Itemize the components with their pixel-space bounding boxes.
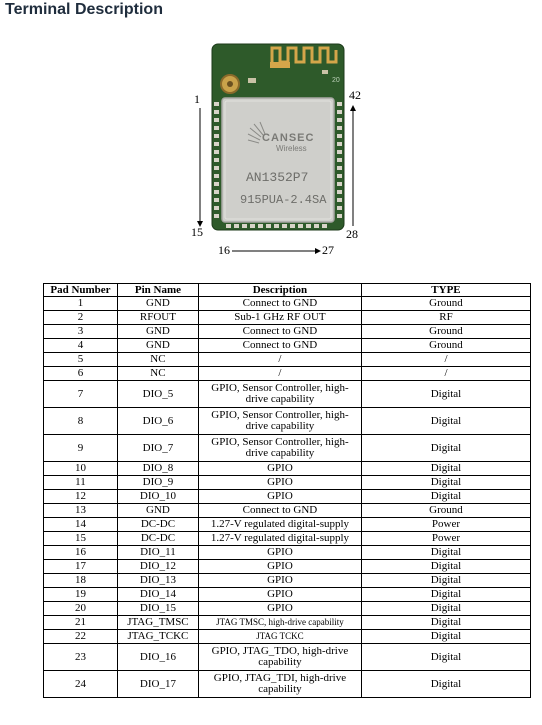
cell-pin-name: JTAG_TCKC (117, 630, 198, 644)
header-pad-number: Pad Number (44, 284, 118, 297)
description-line: Connect to GND (242, 325, 318, 337)
cell-description (198, 588, 361, 602)
cell-description (198, 462, 361, 476)
table-row (44, 476, 531, 490)
cell-pin-name: DIO_12 (117, 560, 198, 574)
pin-label-28: 28 (346, 227, 358, 241)
cell-type: Ground (361, 504, 530, 518)
cell-description (198, 408, 361, 435)
cell-pin-name: NC (117, 353, 198, 367)
cell-type: RF (361, 311, 530, 325)
description-line: GPIO (267, 574, 293, 586)
cell-type: Ground (361, 325, 530, 339)
table-row (44, 671, 531, 698)
cell-pin-name: GND (117, 504, 198, 518)
cell-pin-name: JTAG_TMSC (117, 616, 198, 630)
description-line: GPIO, Sensor Controller, high- (211, 436, 349, 448)
cell-type: / (361, 367, 530, 381)
cell-description (198, 297, 361, 311)
description-line: GPIO, JTAG_TDI, high-drive (213, 672, 347, 684)
cell-type: Power (361, 518, 530, 532)
cell-description (198, 435, 361, 462)
cell-type: Digital (361, 574, 530, 588)
cell-type: Digital (361, 462, 530, 476)
cell-type: Digital (361, 490, 530, 504)
pin-label-1: 1 (194, 92, 200, 106)
header-description: Description (198, 284, 361, 297)
description-line: capability (258, 656, 302, 668)
cell-pad-number: 19 (44, 588, 118, 602)
table-row (44, 462, 531, 476)
pin-table-body (44, 297, 531, 698)
table-row (44, 325, 531, 339)
table-row (44, 588, 531, 602)
pin-label-15: 15 (191, 225, 203, 239)
header-type: TYPE (361, 284, 530, 297)
description-line: GPIO, Sensor Controller, high- (211, 409, 349, 421)
cell-pad-number: 11 (44, 476, 118, 490)
cell-description (198, 518, 361, 532)
cell-pin-name: DIO_15 (117, 602, 198, 616)
cell-pin-name: DIO_14 (117, 588, 198, 602)
description-line: Sub-1 GHz RF OUT (234, 311, 326, 323)
cell-type: Power (361, 532, 530, 546)
module-brand: CANSEC (262, 132, 315, 144)
description-line: GPIO (267, 588, 293, 600)
description-line: / (278, 353, 282, 365)
cell-description (198, 546, 361, 560)
cell-pad-number: 7 (44, 381, 118, 408)
cell-type: Digital (361, 644, 530, 671)
cell-pad-number: 18 (44, 574, 118, 588)
cell-pin-name: DC-DC (117, 518, 198, 532)
cell-pad-number: 13 (44, 504, 118, 518)
cell-pad-number: 20 (44, 602, 118, 616)
cell-pin-name: RFOUT (117, 311, 198, 325)
description-line: GPIO (267, 602, 293, 614)
cell-description (198, 616, 361, 630)
description-line: GPIO (267, 546, 293, 558)
cell-pin-name: DIO_9 (117, 476, 198, 490)
cell-type: Digital (361, 381, 530, 408)
description-line: JTAG TCKC (256, 631, 304, 641)
cell-pad-number: 1 (44, 297, 118, 311)
description-line: / (278, 367, 282, 379)
cell-type: Digital (361, 616, 530, 630)
cell-pad-number: 12 (44, 490, 118, 504)
table-row (44, 616, 531, 630)
module-code: 915PUA-2.4SA (240, 193, 327, 207)
cell-description (198, 532, 361, 546)
cell-pin-name: DIO_8 (117, 462, 198, 476)
cell-description (198, 339, 361, 353)
description-line: GPIO (267, 560, 293, 572)
cell-pin-name: NC (117, 367, 198, 381)
cell-pin-name: DIO_7 (117, 435, 198, 462)
table-row (44, 381, 531, 408)
cell-pad-number: 8 (44, 408, 118, 435)
cell-type: Digital (361, 546, 530, 560)
cell-type: / (361, 353, 530, 367)
cell-description (198, 630, 361, 644)
description-line: GPIO (267, 476, 293, 488)
description-line: drive capability (245, 447, 315, 459)
description-line: Connect to GND (242, 339, 318, 351)
table-row (44, 518, 531, 532)
cell-description (198, 381, 361, 408)
cell-pin-name: DC-DC (117, 532, 198, 546)
table-row (44, 532, 531, 546)
description-line: JTAG TMSC, high-drive capability (216, 617, 344, 627)
pin-label-42: 42 (349, 88, 361, 102)
cell-description (198, 504, 361, 518)
description-line: 1.27-V regulated digital-supply (210, 518, 350, 530)
cell-description (198, 325, 361, 339)
module-model: AN1352P7 (246, 170, 309, 185)
cell-description (198, 560, 361, 574)
description-line: GPIO, JTAG_TDO, high-drive (211, 645, 349, 657)
cell-type: Digital (361, 602, 530, 616)
cell-type: Digital (361, 560, 530, 574)
table-row (44, 574, 531, 588)
cell-pin-name: DIO_13 (117, 574, 198, 588)
table-row (44, 311, 531, 325)
cell-description (198, 476, 361, 490)
cell-description (198, 490, 361, 504)
cell-type: Digital (361, 408, 530, 435)
table-header-row (44, 284, 531, 297)
cell-description (198, 367, 361, 381)
pin-arrows (0, 0, 542, 280)
table-row (44, 644, 531, 671)
pcb-text: 20 (332, 77, 340, 84)
cell-pad-number: 16 (44, 546, 118, 560)
cell-pad-number: 9 (44, 435, 118, 462)
cell-pin-name: DIO_11 (117, 546, 198, 560)
cell-type: Digital (361, 476, 530, 490)
cell-type: Digital (361, 630, 530, 644)
module-brand-sub: Wireless (276, 144, 307, 153)
table-row (44, 546, 531, 560)
description-line: Connect to GND (242, 297, 318, 309)
cell-pad-number: 22 (44, 630, 118, 644)
cell-pad-number: 10 (44, 462, 118, 476)
table-row (44, 630, 531, 644)
table-row (44, 435, 531, 462)
cell-pin-name: GND (117, 297, 198, 311)
cell-pad-number: 14 (44, 518, 118, 532)
cell-description (198, 644, 361, 671)
cell-pin-name: DIO_17 (117, 671, 198, 698)
header-pin-name: Pin Name (117, 284, 198, 297)
cell-pad-number: 24 (44, 671, 118, 698)
cell-pad-number: 23 (44, 644, 118, 671)
cell-description (198, 671, 361, 698)
cell-type: Ground (361, 297, 530, 311)
cell-pad-number: 4 (44, 339, 118, 353)
pin-table (43, 283, 531, 698)
description-line: GPIO (267, 462, 293, 474)
table-row (44, 408, 531, 435)
cell-pad-number: 3 (44, 325, 118, 339)
cell-pin-name: DIO_5 (117, 381, 198, 408)
table-row (44, 353, 531, 367)
cell-type: Digital (361, 671, 530, 698)
cell-pad-number: 17 (44, 560, 118, 574)
description-line: capability (258, 683, 302, 695)
cell-description (198, 353, 361, 367)
cell-pad-number: 5 (44, 353, 118, 367)
cell-pin-name: DIO_16 (117, 644, 198, 671)
description-line: GPIO (267, 490, 293, 502)
table-row (44, 490, 531, 504)
cell-description (198, 574, 361, 588)
cell-pin-name: DIO_10 (117, 490, 198, 504)
cell-description (198, 311, 361, 325)
page-title: Terminal Description (5, 1, 163, 18)
cell-pin-name: DIO_6 (117, 408, 198, 435)
table-row (44, 339, 531, 353)
description-line: Connect to GND (242, 504, 318, 516)
table-row (44, 504, 531, 518)
table-row (44, 602, 531, 616)
cell-pad-number: 15 (44, 532, 118, 546)
cell-type: Digital (361, 588, 530, 602)
description-line: drive capability (245, 393, 315, 405)
table-row (44, 297, 531, 311)
cell-type: Ground (361, 339, 530, 353)
description-line: GPIO, Sensor Controller, high- (211, 382, 349, 394)
pin-label-27: 27 (322, 243, 334, 257)
table-row (44, 367, 531, 381)
cell-pad-number: 2 (44, 311, 118, 325)
pin-label-16: 16 (218, 243, 230, 257)
cell-description (198, 602, 361, 616)
description-line: 1.27-V regulated digital-supply (210, 532, 350, 544)
cell-pin-name: GND (117, 339, 198, 353)
cell-pad-number: 6 (44, 367, 118, 381)
cell-pin-name: GND (117, 325, 198, 339)
cell-type: Digital (361, 435, 530, 462)
description-line: drive capability (245, 420, 315, 432)
cell-pad-number: 21 (44, 616, 118, 630)
table-row (44, 560, 531, 574)
